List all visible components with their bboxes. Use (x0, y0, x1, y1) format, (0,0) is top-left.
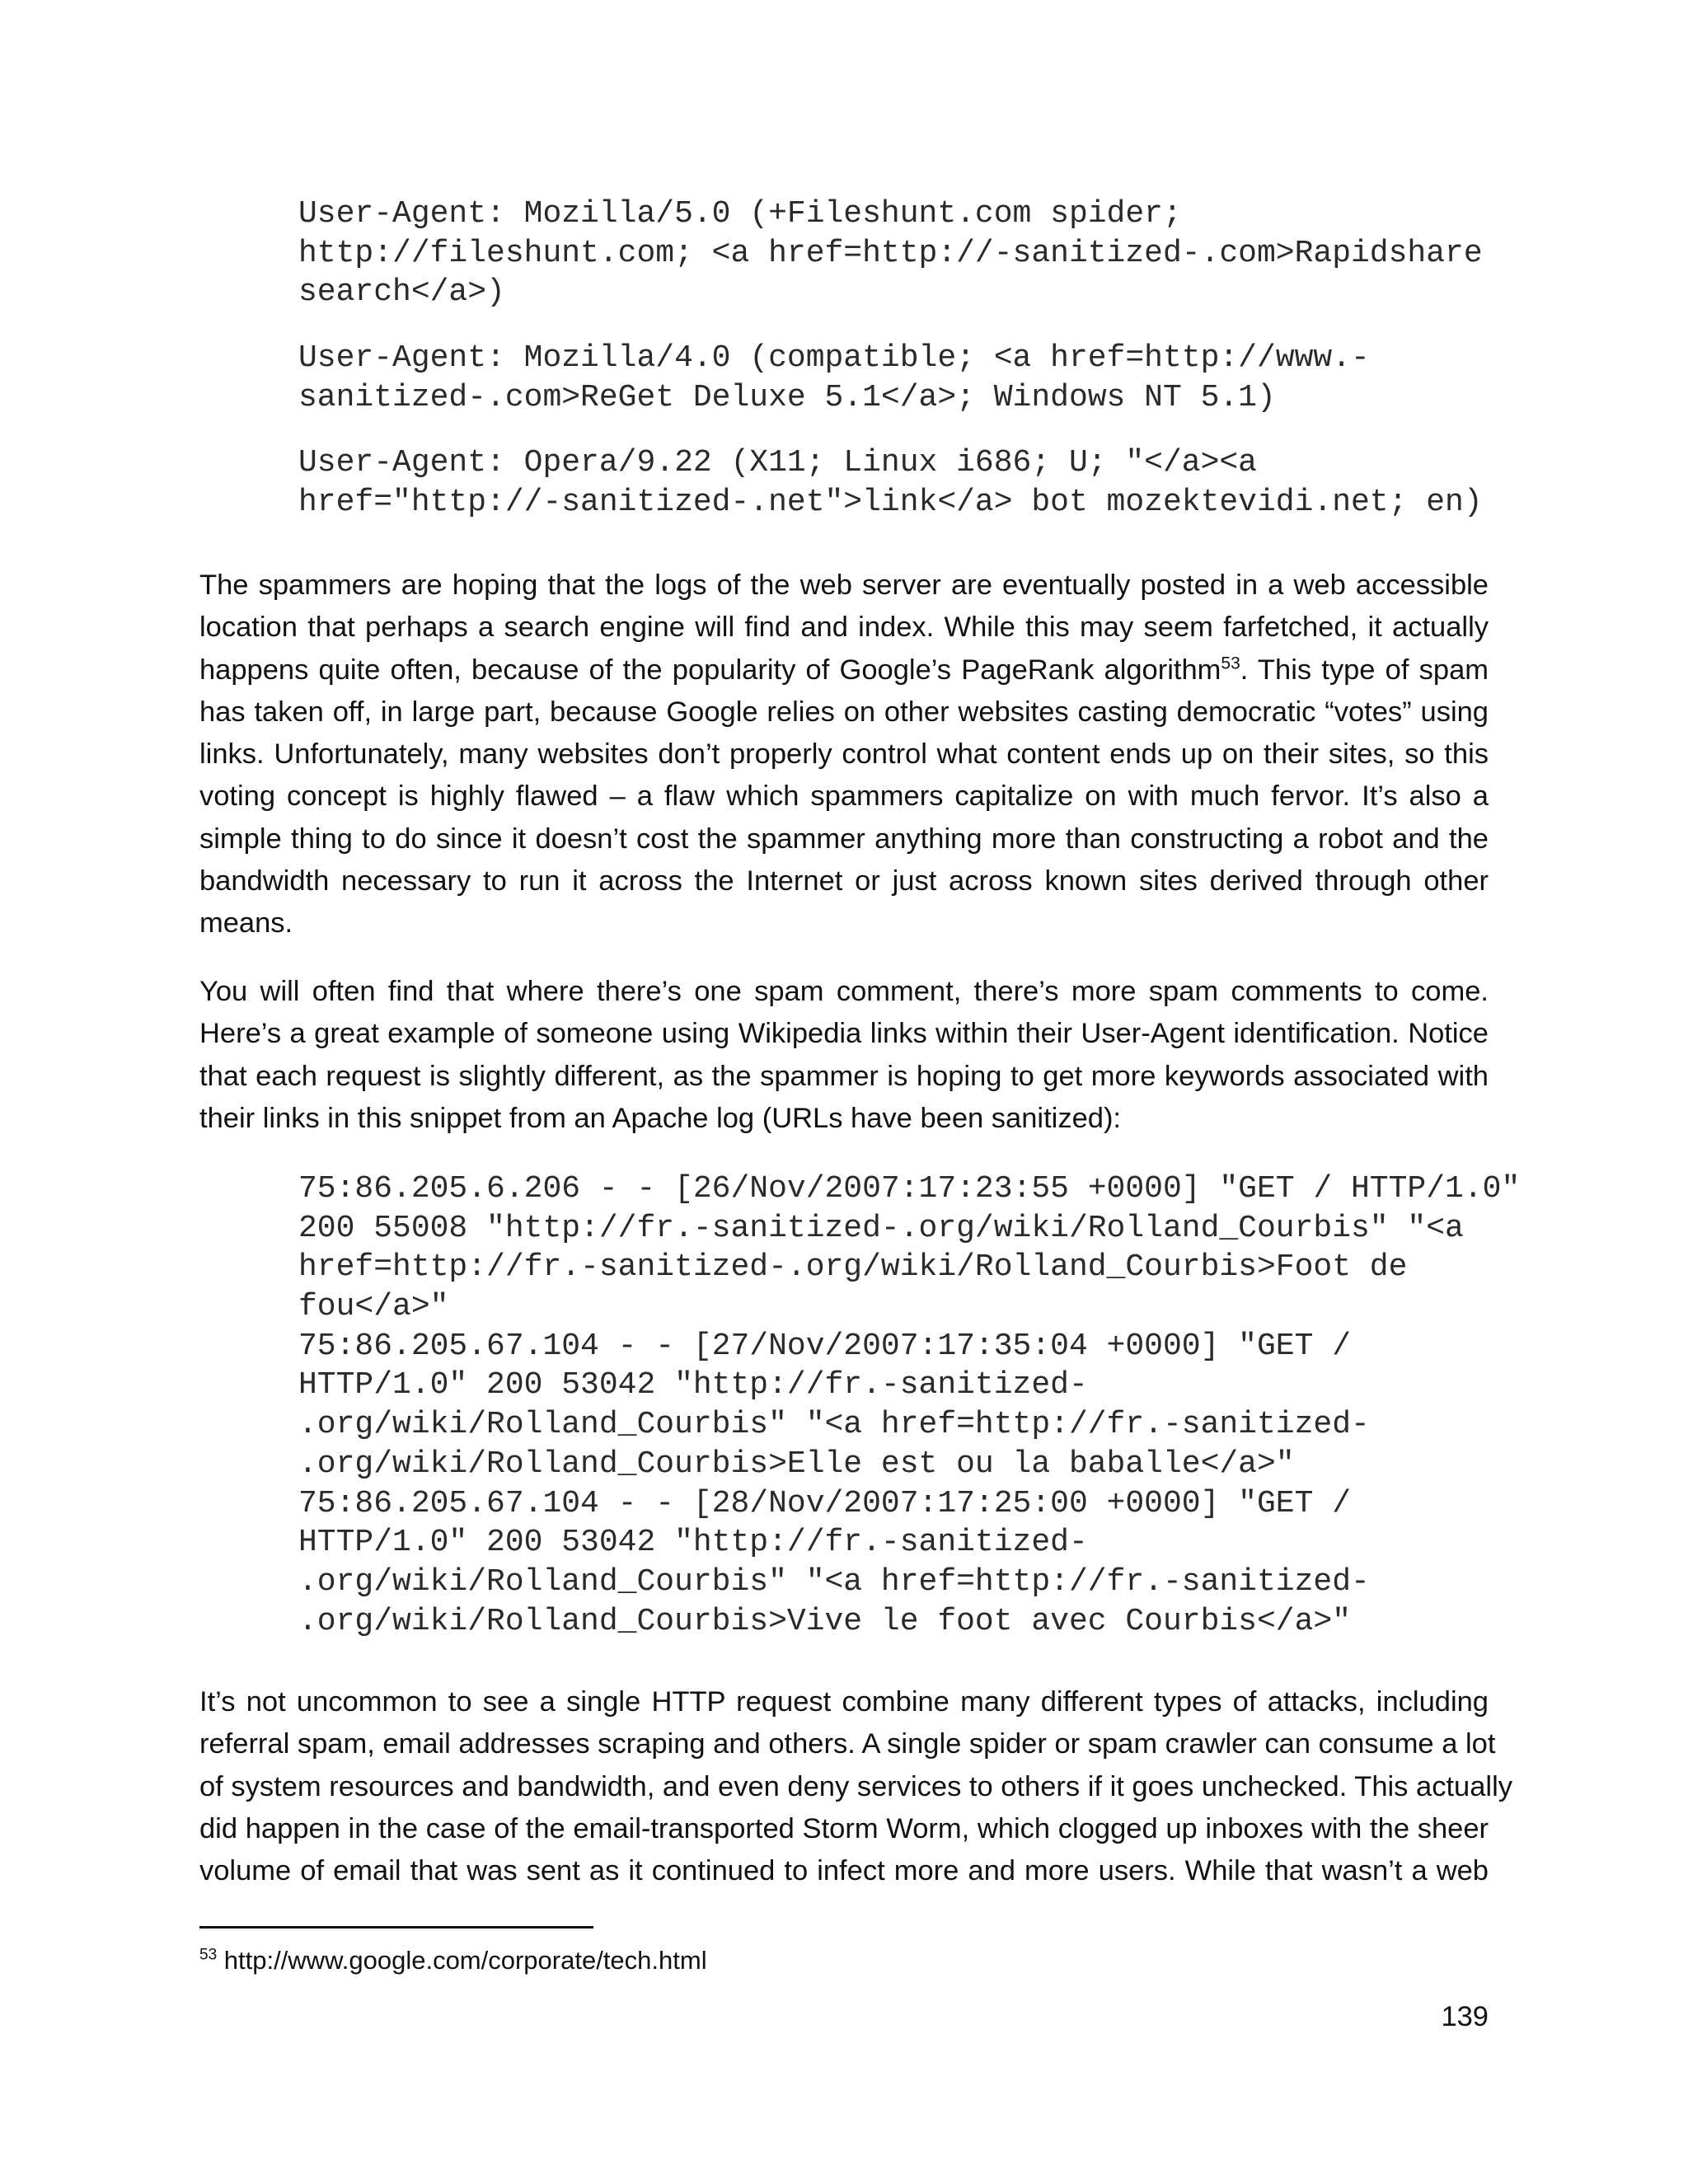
useragent-example-3 (298, 443, 1502, 522)
log-line: HTTP/1.0" 200 53042 "http://fr.-sanitized- (298, 1525, 1088, 1561)
paragraph-line: their links in this snippet from an Apache log (URLs have been sanitized): (199, 1102, 1122, 1134)
paragraph-line: It’s not uncommon to see a single HTTP request combine many different types of attacks, including (199, 1686, 1489, 1718)
log-line: .org/wiki/Rolland_Courbis" "<a href=http://fr.-sanitized- (298, 1563, 1370, 1600)
code-line: sanitized-.com>ReGet Deluxe 5.1</a>; Windows NT 5.1) (298, 379, 1276, 415)
footnote-number: 53 (199, 1946, 218, 1964)
log-line: .org/wiki/Rolland_Courbis>Elle est ou la baballe</a>" (298, 1446, 1295, 1482)
paragraph-line: bandwidth necessary to run it across the Internet or just across known sites derived through other (199, 865, 1489, 898)
paragraph-http-attacks (199, 1681, 1512, 1892)
code-line: User-Agent: Opera/9.22 (X11; Linux i686; U; "</a><a (298, 445, 1257, 480)
page-number: 139 (1441, 2001, 1489, 2032)
log-line: fou</a>" (298, 1289, 449, 1325)
code-line: http://fileshunt.com; <a href=http://-sanitized-.com>Rapidshare (298, 235, 1483, 271)
code-line: User-Agent: Mozilla/5.0 (+Fileshunt.com spider; (298, 196, 1182, 232)
footnote (199, 1943, 707, 1979)
code-line: User-Agent: Mozilla/4.0 (compatible; <a href=http://www.- (298, 340, 1370, 376)
log-line: href=http://fr.-sanitized-.org/wiki/Rolland_Courbis>Foot de (298, 1249, 1408, 1286)
paragraph-text: happens quite often, because of the popularity of Google’s PageRank algorithm (199, 654, 1221, 686)
paragraph-line: The spammers are hoping that the logs of the web server are eventually posted in a web accessible (199, 569, 1489, 601)
paragraph-wikipedia-example (199, 971, 1489, 1140)
log-line: 75:86.205.67.104 - - [27/Nov/2007:17:35:04 +0000] "GET / (298, 1328, 1352, 1364)
paragraph-text: . This type of spam (1240, 654, 1489, 686)
paragraph-line: of system resources and bandwidth, and even deny services to others if it goes unchecked. This actually (199, 1770, 1512, 1802)
paragraph-line: means. (199, 907, 293, 940)
paragraph-line: referral spam, email addresses scraping and others. A single spider or spam crawler can consume a lot (199, 1728, 1496, 1760)
code-line: search</a>) (298, 274, 505, 311)
paragraph-line: voting concept is highly flawed – a flaw which spammers capitalize on with much fervor. It’s also a (199, 780, 1489, 813)
paragraph-line: that each request is slightly different, as the spammer is hoping to get more keywords associated with (199, 1060, 1489, 1092)
footnote-link[interactable]: http://www.google.com/corporate/tech.html (217, 1946, 707, 1975)
code-line: href="http://-sanitized-.net">link</a> bot mozektevidi.net; en) (298, 484, 1483, 520)
apache-log-snippet (298, 1169, 1521, 1641)
log-line: HTTP/1.0" 200 53042 "http://fr.-sanitized- (298, 1367, 1088, 1404)
paragraph-line: You will often find that where there’s one spam comment, there’s more spam comments to come. (199, 976, 1489, 1007)
log-line: 75:86.205.67.104 - - [28/Nov/2007:17:25:00 +0000] "GET / (298, 1485, 1352, 1521)
paragraph-line: links. Unfortunately, many websites don’t properly control what content ends up on their sites, so this (199, 738, 1489, 771)
paragraph-line: did happen in the case of the email-transported Storm Worm, which clogged up inboxes with the sheer (199, 1812, 1489, 1844)
log-line: 200 55008 "http://fr.-sanitized-.org/wiki/Rolland_Courbis" "<a (298, 1210, 1464, 1246)
paragraph-line (199, 649, 1489, 691)
paragraph-line: location that perhaps a search engine will find and index. While this may seem farfetched, it actually (199, 612, 1489, 644)
paragraph-spammer-logs (199, 565, 1489, 945)
paragraph-line: simple thing to do since it doesn’t cost the spammer anything more than constructing a robot and the (199, 823, 1489, 855)
useragent-example-2 (298, 339, 1502, 417)
paragraph-line: has taken off, in large part, because Google relies on other websites casting democratic “votes” using (199, 696, 1489, 728)
log-line: .org/wiki/Rolland_Courbis>Vive le foot avec Courbis</a>" (298, 1603, 1352, 1639)
footnote-reference[interactable]: 53 (1221, 654, 1240, 673)
paragraph-line: Here’s a great example of someone using Wikipedia links within their User-Agent identification. Notice (199, 1018, 1489, 1050)
footnote-separator (199, 1926, 593, 1929)
useragent-example-1 (298, 194, 1502, 312)
paragraph-line: volume of email that was sent as it continued to infect more and more users. While that wasn’t a web (199, 1855, 1489, 1887)
log-line: 75:86.205.6.206 - - [26/Nov/2007:17:23:55 +0000] "GET / HTTP/1.0" (298, 1171, 1521, 1207)
log-line: .org/wiki/Rolland_Courbis" "<a href=http://fr.-sanitized- (298, 1407, 1370, 1443)
